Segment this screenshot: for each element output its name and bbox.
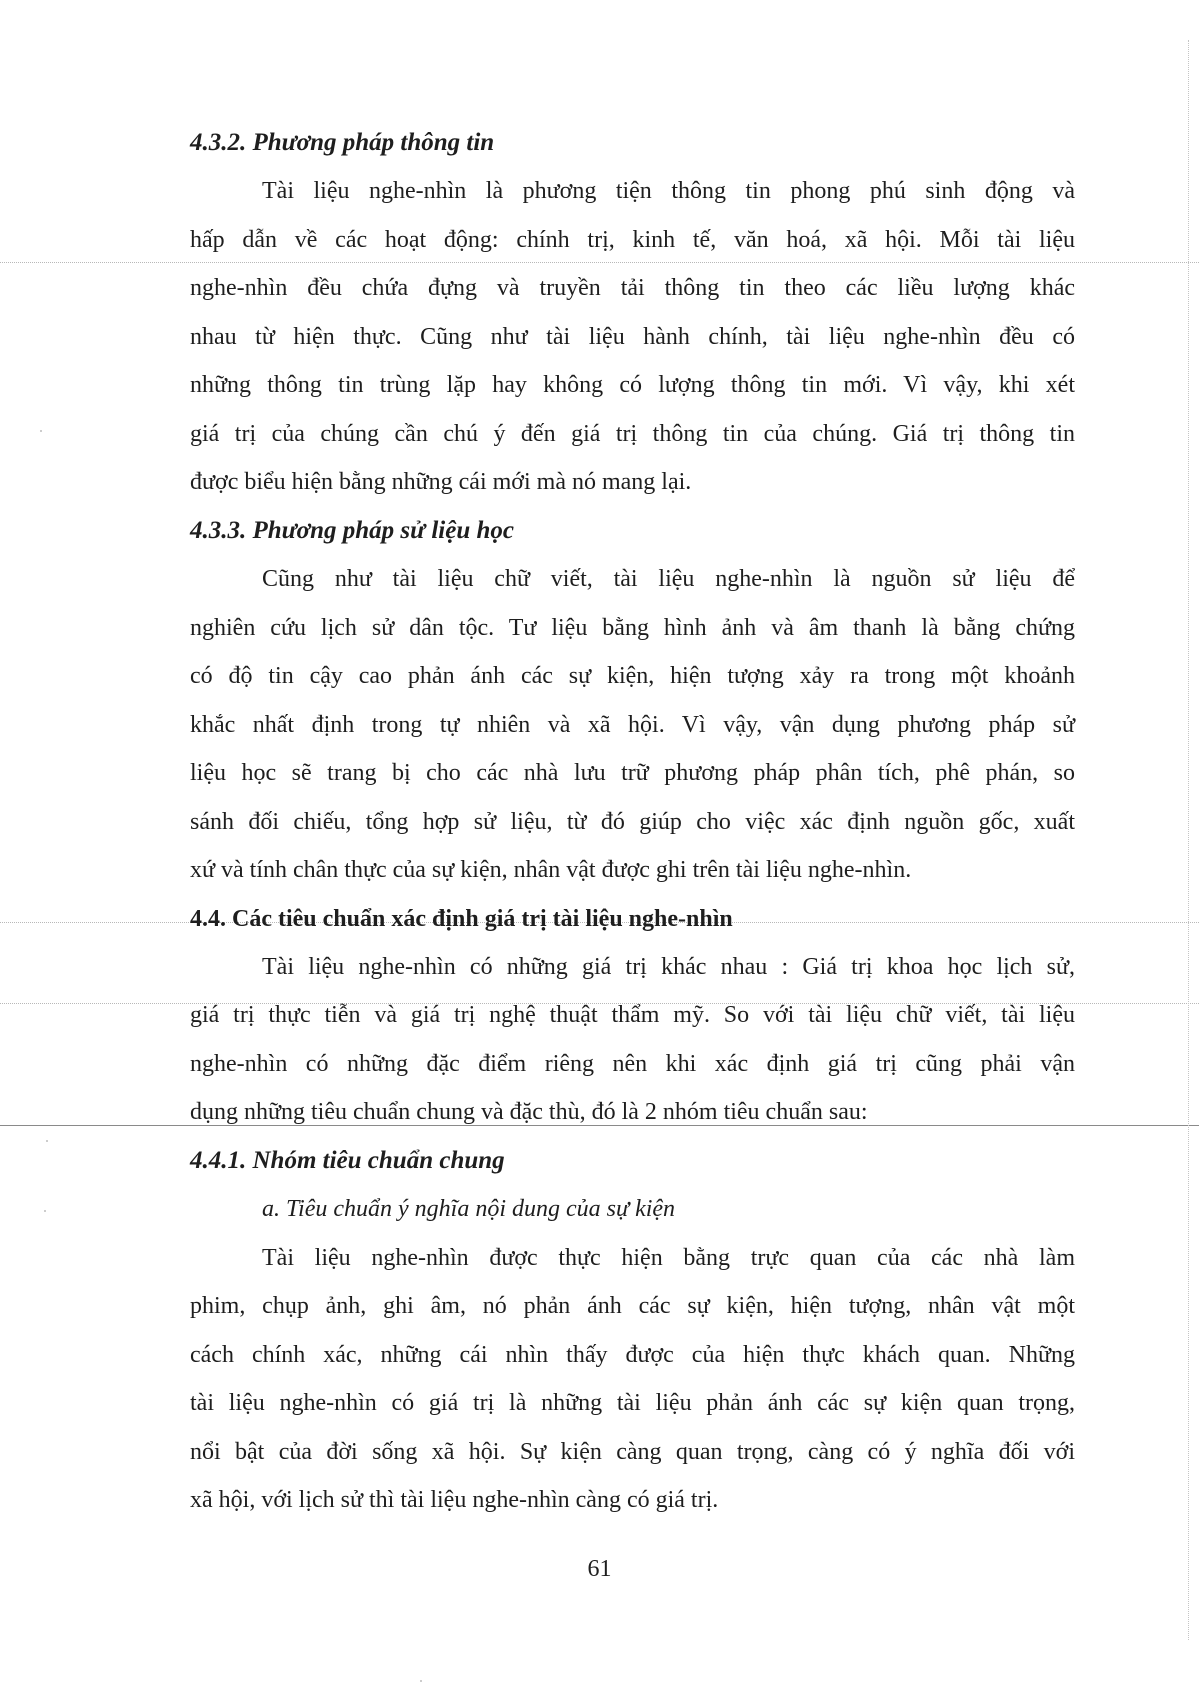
paragraph-line: nghe-nhìn có những đặc điểm riêng nên khi xác định giá trị cũng phải vận [190,1051,1075,1077]
section-heading-4-3-2: 4.3.2. Phương pháp thông tin [190,129,495,156]
paragraph-line: khắc nhất định trong tự nhiên và xã hội. Vì vậy, vận dụng phương pháp sử [190,712,1075,738]
scan-speck [46,1140,48,1142]
scan-rule [0,262,1199,263]
paragraph-line: Tài liệu nghe-nhìn được thực hiện bằng trực quan của các nhà làm [262,1245,1075,1271]
scan-edge [1188,40,1189,1640]
subsection-heading: a. Tiêu chuẩn ý nghĩa nội dung của sự kiện [262,1196,676,1222]
paragraph-line: có độ tin cậy cao phản ánh các sự kiện, hiện tượng xảy ra trong một khoảnh [190,663,1075,689]
paragraph-line: nổi bật của đời sống xã hội. Sự kiện càng quan trọng, càng có ý nghĩa đối với [190,1439,1075,1465]
paragraph-line: cách chính xác, những cái nhìn thấy được của hiện thực khách quan. Những [190,1342,1075,1368]
paragraph-line: nhau từ hiện thực. Cũng như tài liệu hành chính, tài liệu nghe-nhìn đều có [190,324,1075,350]
paragraph-line: Tài liệu nghe-nhìn là phương tiện thông tin phong phú sinh động và [262,178,1075,204]
paragraph-line: phim, chụp ảnh, ghi âm, nó phản ánh các sự kiện, hiện tượng, nhân vật một [190,1293,1075,1319]
paragraph-line: dụng những tiêu chuẩn chung và đặc thù, đó là 2 nhóm tiêu chuẩn sau: [190,1099,868,1125]
section-heading-4-3-3: 4.3.3. Phương pháp sử liệu học [190,517,514,544]
scan-speck [420,1680,422,1682]
page-number: 61 [587,1556,612,1582]
paragraph-line: liệu học sẽ trang bị cho các nhà lưu trữ phương pháp phân tích, phê phán, so [190,760,1075,786]
paragraph-line: Tài liệu nghe-nhìn có những giá trị khác nhau : Giá trị khoa học lịch sử, [262,954,1075,980]
paragraph-line: sánh đối chiếu, tổng hợp sử liệu, từ đó giúp cho việc xác định nguồn gốc, xuất [190,809,1075,835]
section-heading-4-4-1: 4.4.1. Nhóm tiêu chuẩn chung [190,1147,505,1174]
paragraph-line: Cũng như tài liệu chữ viết, tài liệu nghe-nhìn là nguồn sử liệu để [262,566,1075,592]
scan-speck [40,430,42,432]
paragraph-line: xứ và tính chân thực của sự kiện, nhân vật được ghi trên tài liệu nghe-nhìn. [190,857,912,883]
paragraph-line: xã hội, với lịch sử thì tài liệu nghe-nhìn càng có giá trị. [190,1487,719,1513]
paragraph-line: nghe-nhìn đều chứa đựng và truyền tải thông tin theo các liều lượng khác [190,275,1075,301]
paragraph-line: hấp dẫn về các hoạt động: chính trị, kinh tế, văn hoá, xã hội. Mỗi tài liệu [190,227,1075,253]
paragraph-line: những thông tin trùng lặp hay không có lượng thông tin mới. Vì vậy, khi xét [190,372,1075,398]
paragraph-line: giá trị của chúng cần chú ý đến giá trị thông tin của chúng. Giá trị thông tin [190,421,1075,447]
paragraph-line: nghiên cứu lịch sử dân tộc. Tư liệu bằng hình ảnh và âm thanh là bằng chứng [190,615,1075,641]
paragraph-line: tài liệu nghe-nhìn có giá trị là những tài liệu phản ánh các sự kiện quan trọng, [190,1390,1075,1416]
paragraph-line: được biểu hiện bằng những cái mới mà nó mang lại. [190,469,692,495]
paragraph-line: giá trị thực tiễn và giá trị nghệ thuật thẩm mỹ. So với tài liệu chữ viết, tài liệu [190,1002,1075,1028]
section-heading-4-4: 4.4. Các tiêu chuẩn xác định giá trị tài liệu nghe-nhìn [190,906,733,932]
scan-speck [44,1210,46,1212]
